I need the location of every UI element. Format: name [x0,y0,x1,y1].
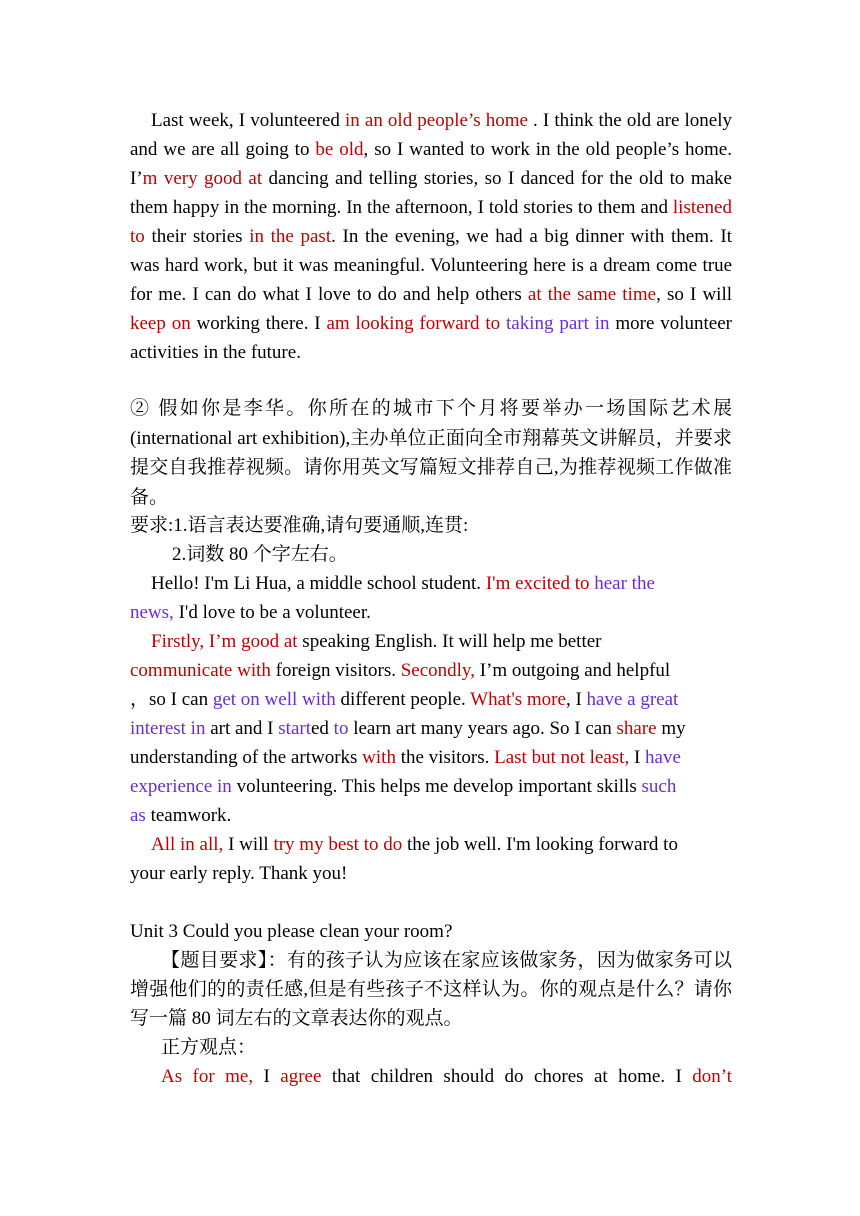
highlight-phrase-red: agree [280,1066,322,1087]
text-run: Last week, I volunteered [151,110,345,131]
text-run: the visitors. [395,747,495,768]
highlight-phrase-purple: hear the [594,573,655,594]
highlight-phrase-purple: experience in [130,776,232,797]
essay-line-hello [151,569,732,598]
highlight-phrase-red: try my best to do [273,834,403,855]
text-run: volunteering. This helps me develop important skills [231,776,642,797]
essay-line-interest [130,714,732,743]
highlight-phrase-purple: get on well with [212,689,336,710]
text-run: , so I will [656,284,733,305]
essay-line-experience [130,772,732,801]
essay-line-get-on [130,685,732,714]
highlight-phrase-purple: interest in [130,718,206,739]
essay-line-reply [130,859,732,888]
text-run: I'd love to be a volunteer. [173,602,371,623]
text-run: ed [310,718,334,739]
essay-line-news [130,598,732,627]
text-run: , so I wanted to work in the old people’s home. I’ [130,139,732,189]
text-run: their stories [144,226,250,247]
text-run: your early reply. Thank you! [130,863,348,884]
text-run: the job well. I'm looking forward to [402,834,678,855]
text-run: working there. I [190,313,327,334]
highlight-phrase-red: be old [315,139,364,160]
text-run: I will [223,834,274,855]
essay-line-communicate [130,656,732,685]
text-run: different people. [335,689,471,710]
text-run: I’m outgoing and helpful [474,660,671,681]
requirement-line-2: 2.词数 80 个字左右。 [172,544,348,565]
text-run: more volunteer activities in the future. [130,313,733,363]
highlight-phrase-purple: have [645,747,681,768]
highlight-phrase-red: Last but not least, [494,747,630,768]
highlight-phrase-red: am looking forward to [326,313,501,334]
highlight-phrase-red: I'm excited to [485,573,595,594]
essay-volunteer-paragraph [130,106,732,367]
highlight-phrase-red: listened to [130,197,732,247]
text-run: that children should do chores at home. I [321,1066,693,1087]
highlight-phrase-red: in the past [249,226,332,247]
text-run: ，so I can [130,689,213,710]
text-run: learn art many years ago. So I can [348,718,617,739]
topic-requirement: 【题目要求】：有的孩子认为应该在家应该做家务，因为做家务可以增强他们的的责任感,但是有些孩子不这样认为。你的观点是什么？请你写一篇 80 词左右的文章表达你的观点。 [130,950,732,1029]
highlight-phrase-red: All in all, [151,834,224,855]
highlight-phrase-red: don’t [692,1066,733,1087]
text-run: Hello! I'm Li Hua, a middle school student. [151,573,486,594]
highlight-phrase-purple: start [278,718,311,739]
text-run: understanding of the artworks [130,747,363,768]
highlight-phrase-red: at the same time [527,284,657,305]
essay-line-all-in-all [151,830,732,859]
highlight-phrase-red: in an old people’s home [345,110,528,131]
text-run: . In the evening, we had a big dinner with them. It was hard work, but it was meaningful. Volunteering here is a dream come true for me. I can do what I love to do and help others [130,226,732,305]
highlight-phrase-purple: such [641,776,677,797]
highlight-phrase-red: share [616,718,657,739]
highlight-phrase-red: Secondly, [400,660,475,681]
highlight-phrase-red: keep on [130,313,191,334]
positive-viewpoint-label: 正方观点： [161,1037,257,1058]
highlight-phrase-purple: have a great [586,689,679,710]
highlight-phrase-red: with [362,747,396,768]
writing-prompt-2: ② 假如你是李华。你所在的城市下个月将要举办一场国际艺术展 (international art exhibition),主办单位正面向全市翔幕英文讲解员，并要求提交自我推荐视频。请你用英文写篇短文排荐自己,为推荐视频工作做准备。 [130,398,732,508]
essay-line-firstly [151,627,732,656]
essay-line-teamwork [130,801,732,830]
text-run: , I [565,689,587,710]
unit-title: Unit 3 Could you please clean your room? [130,921,453,942]
essay-line-understanding [130,743,732,772]
highlight-phrase-red: What's more [470,689,566,710]
text-run: my [656,718,686,739]
text-run: teamwork. [145,805,232,826]
text-run: I [629,747,646,768]
text-run: I [253,1066,281,1087]
highlight-phrase-purple: as [130,805,146,826]
essay-line-as-for-me [161,1062,732,1091]
text-run: art and I [205,718,279,739]
highlight-phrase-purple: to [333,718,349,739]
text-run: . I think the old are lonely and we are all going to [130,110,733,160]
text-run: dancing and telling stories, so I danced for the old to make them happy in the morning. In the afternoon, I told stories to them and [130,168,732,218]
highlight-phrase-red: communicate with [130,660,271,681]
text-run: speaking English. It will help me better [297,631,602,652]
text-run: foreign visitors. [270,660,401,681]
highlight-phrase-red: m very good at [142,168,263,189]
highlight-phrase-red: As for me, [161,1066,254,1087]
highlight-phrase-purple: news, [130,602,174,623]
requirement-line-1: 要求:1.语言表达要准确,请句要通顺,连贯: [130,515,469,536]
highlight-phrase-red: Firstly, I’m good at [151,631,298,652]
highlight-phrase-purple: taking part in [506,313,610,334]
